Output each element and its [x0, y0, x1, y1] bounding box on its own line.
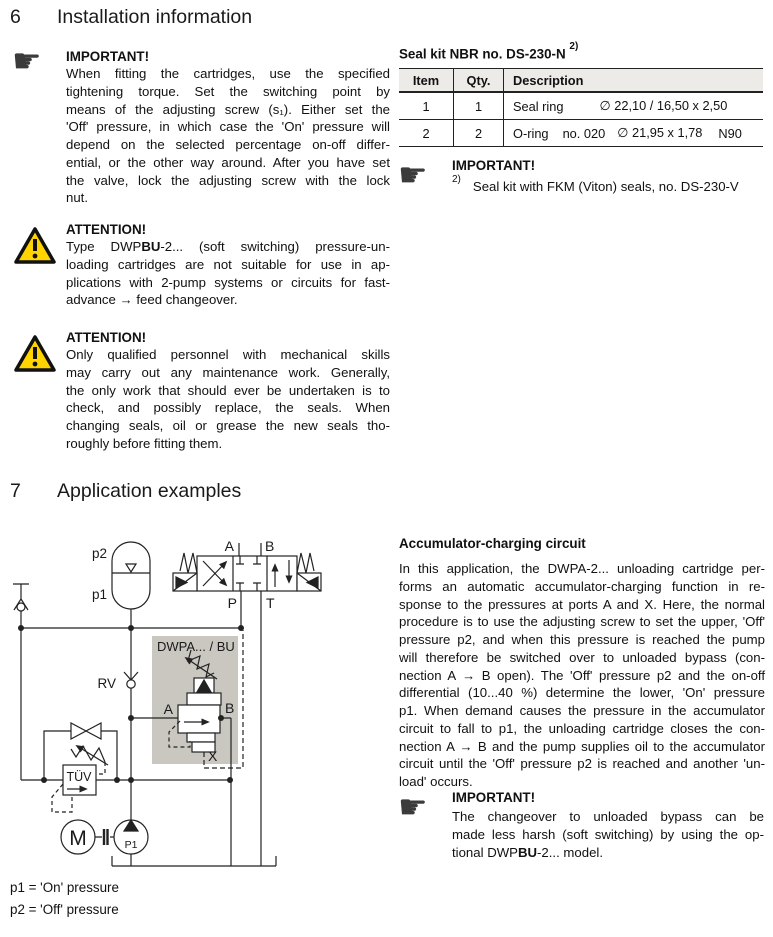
col-header-description: Description	[513, 72, 584, 88]
important-label: IMPORTANT!	[452, 158, 536, 173]
footnote-text: Seal kit with FKM (Viton) seals, no. DS-230-V	[472, 179, 739, 195]
section-6-heading	[10, 6, 252, 29]
label-cart-a: A	[163, 701, 173, 717]
section-title: Application examples	[57, 480, 242, 502]
part-material: N90	[718, 125, 742, 141]
part-dimensions: ∅ 21,95 x 1,78	[617, 125, 703, 140]
cell-qty: 1	[454, 93, 504, 119]
label-port-b: B	[265, 538, 275, 554]
important-label: IMPORTANT!	[66, 49, 150, 64]
label-port-p: P	[227, 595, 237, 611]
warning-triangle-icon	[13, 226, 57, 265]
label-cartridge-type: DWPA... / BU	[157, 639, 235, 654]
part-number: no. 020	[562, 125, 606, 141]
relief-valve-symbol	[44, 723, 117, 812]
vent-check-valve-symbol	[13, 584, 29, 628]
important-text: When fitting the cartridges, use the specified tightening torque. Set the switching point by means of the adjusting screw (s₁). Either set the 'Off' pressure, in which case the 'On' pressure will depend on the selected percentage on-off differ- ential, or the other way around. After you have set the valve, lock the adjusting screw with the lock nut.	[66, 66, 390, 206]
part-name: O-ring	[513, 125, 549, 141]
important-text: The changeover to unloaded bypass can be made less harsh (soft switching) by using the op- tional DWPBU-2... model.	[452, 809, 764, 860]
part-dimensions: ∅ 22,10 / 16,50 x 2,50	[599, 98, 728, 113]
label-pump: P1	[124, 839, 138, 851]
seal-kit-table	[399, 68, 763, 147]
footnote	[452, 174, 739, 195]
cell-item: 2	[399, 120, 454, 146]
label-rv: RV	[97, 676, 116, 691]
section-number: 7	[10, 480, 21, 502]
attention-label: ATTENTION!	[66, 330, 147, 345]
seal-kit-title-text: Seal kit NBR no. DS-230-N	[399, 46, 566, 62]
label-cart-b: B	[225, 700, 235, 716]
accumulator-symbol	[112, 542, 150, 609]
cell-description	[504, 120, 763, 146]
warning-triangle-icon	[13, 334, 57, 373]
table-row	[399, 92, 763, 119]
application-text: In this application, the DWPA-2... unloading cartridge per- forms an automatic accumulator-charging function in re- sponse to the pressures at ports A and X. Here, the normal procedure is to use the adjusting screw to set the upper, 'Off' pressure p2, and when this pressure is reached the pump will therefore be switched over to unloaded bypass (con- nection A → B open). The 'Off' pressure p2 and the on-off differential (10...40 %) determine the lower, 'On' pressure p1. When demand causes the pressure in the accumulator circuit to fall to p1, the unloading cartridge closes the con- nection A → B and the pump supplies oil to the accumulator circuit until the 'Off' pressure p2 is reached and another 'un- load' occurs.	[399, 561, 765, 789]
section-number: 6	[10, 6, 21, 28]
label-motor: M	[69, 827, 87, 850]
footnote-marker: 2)	[569, 41, 579, 52]
spring-icon	[180, 553, 197, 573]
spring-icon	[297, 553, 314, 573]
cell-item: 1	[399, 93, 454, 119]
attention-text: Type DWPBU-2... (soft switching) pressure-un- loading cartridges are not suitable for use in ap- plications with 2-pump systems or circuits for fast- advance → feed changeover.	[66, 239, 390, 308]
attention-label: ATTENTION!	[66, 222, 147, 237]
pointing-hand-icon: ☛	[12, 41, 42, 80]
label-port-a: A	[224, 538, 234, 554]
seal-kit-title	[399, 41, 579, 62]
section-title: Installation information	[57, 6, 253, 28]
coupling-symbol	[95, 829, 114, 845]
legend-p1: p1 = 'On' pressure	[10, 880, 119, 895]
label-p2: p2	[91, 546, 107, 561]
cell-qty: 2	[454, 120, 504, 146]
legend-p2: p2 = 'Off' pressure	[10, 902, 119, 917]
label-p1: p1	[91, 587, 107, 602]
attention-text: Only qualified personnel with mechanical skills may carry out any maintenance work. Generally, the only work that should ever be undertaken is to check, and possibly replace, the seals. When changing seals, oil or grease the new seals tho- roughly before fitting them.	[66, 347, 390, 451]
col-header-item: Item	[399, 69, 454, 91]
label-tuv: TÜV	[66, 770, 92, 784]
tank-symbol	[112, 856, 276, 866]
cell-description	[504, 93, 763, 119]
pointing-hand-icon: ☛	[398, 155, 428, 194]
label-port-t: T	[266, 595, 275, 611]
pointing-hand-icon: ☛	[398, 787, 428, 826]
table-row	[399, 119, 763, 146]
label-cart-x: X	[208, 748, 218, 764]
col-header-qty: Qty.	[454, 69, 504, 91]
hydraulic-circuit-diagram	[0, 528, 400, 890]
table-header-row	[399, 69, 763, 92]
application-heading: Accumulator-charging circuit	[399, 536, 586, 551]
footnote-marker: 2)	[452, 174, 461, 185]
part-name: Seal ring	[513, 98, 564, 114]
section-7-heading	[10, 480, 241, 503]
important-label: IMPORTANT!	[452, 790, 536, 805]
